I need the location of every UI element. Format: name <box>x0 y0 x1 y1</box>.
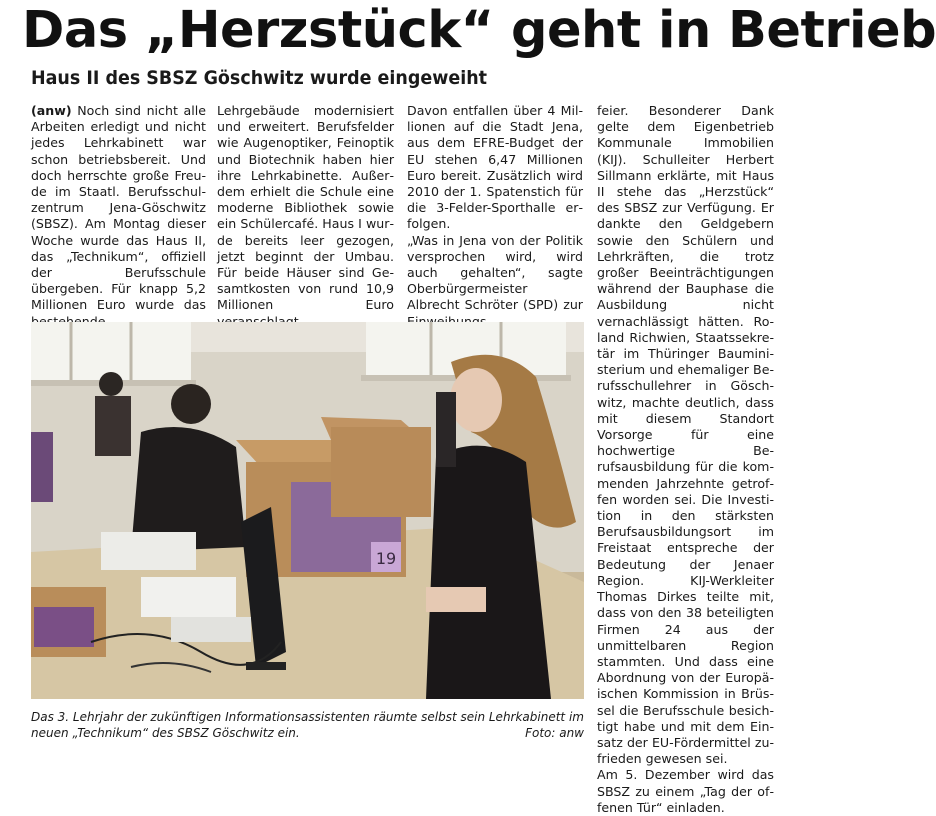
headline: Das „Herzstück“ geht in Betrieb <box>22 1 936 60</box>
column-4-paragraph-1: feier. Besonderer Dank gelte dem Eigenbetrieb Kommunale Immobilien (KIJ). Schulleiter Herbert Sillmann erklärte, mit Haus II stehe das „Herzstück“ des SBSZ zur Verfügung. Er dankte den Geldgebern sowie den Schülern und Lehrkräften, die trotz großer Beeinträchtigungen während der Bauphase die Ausbildung nicht vernachlässigt hätten. Roland Richwien, Staatssekretär im Thüringer Bauministerium und ehemaliger Berufsschullehrer in Göschwitz, machte deutlich, dass mit diesem Standort Vorsorge für eine hochwertige Berufsausbildung für die kommenden Jahrzehnte getroffen worden sei. Die Investition in den stärksten Berufsausbildungsort im Freistaat entspreche der Bedeutung der Jenaer Region. KIJ-Werkleiter Thomas Dirkes teilte mit, dass von den 38 beteiligten Firmen 24 aus der unmittelbaren Region stammten. Und dass eine Abordnung von der Europäischen Kommission in Brüssel die Berufsschule besichtigt habe und mit dem Einsatz der EU-Fördermittel zufrieden gewesen sei. <box>597 103 774 767</box>
photo-credit: Foto: anw <box>525 725 584 740</box>
box-number-label: 19 <box>375 549 397 568</box>
subheadline: Haus II des SBSZ Göschwitz wurde eingeweiht <box>31 67 488 89</box>
caption-text: Das 3. Lehrjahr der zukünftigen Informationsassistenten räumte selbst sein Lehrkabinett im neuen „Technikum“ des SBSZ Göschwitz ein. <box>31 710 584 740</box>
column-1-text: Noch sind nicht alle Arbeiten erledigt und nicht jedes Lehrkabinett war schon betriebsbereit. Und doch herrschte große Freude im Staatl. Berufsschulzentrum Jena-Göschwitz (SBSZ). Am Montag dieser Woche wurde das Haus II, das „Technikum“, offiziell der Berufsschule übergeben. Für knapp 5,2 Millionen Euro wurde das <box>31 103 206 313</box>
article-column-4 <box>597 103 774 815</box>
article-column-2 <box>217 103 394 330</box>
photo-caption <box>31 710 586 741</box>
classroom-photo-illustration <box>31 322 584 699</box>
column-3-paragraph-1: Davon entfallen über 4 Millionen auf die Stadt Jena, aus dem EFRE-Budget der EU stehen 6,47 Millionen Euro bereit. Zusätzlich wird 2010 der 1. Spatenstich für die 3-Felder-Sporthalle erfolgen. <box>407 103 583 232</box>
article-photo <box>31 322 584 699</box>
column-3-paragraph-2: „Was in Jena von der Politik versprochen wird, wird auch gehalten“, sagte Oberbürgermeister Albrecht Schröter (SPD) zur <box>407 232 583 313</box>
article-column-1 <box>31 103 206 330</box>
dateline: (anw) <box>31 103 72 118</box>
column-2-text: Lehrgebäude modernisiert und erweitert. Berufsfelder wie Augenoptiker, Feinoptik und Biotechnik haben hier ihre Lehrkabinette. Außerdem erhielt die Schule eine moderne Bibliothek sowie ein Schülercafé. Haus I wurde bereits leer gezogen, jetzt beginnt der Umbau. Für beide Häuser sind Gesamtkosten von rund 10,9 Millionen Euro <box>217 103 394 313</box>
article-column-3 <box>407 103 583 330</box>
column-4-paragraph-2: Am 5. Dezember wird das SBSZ zu einem „Tag der offenen Tür“ einladen. <box>597 767 774 815</box>
